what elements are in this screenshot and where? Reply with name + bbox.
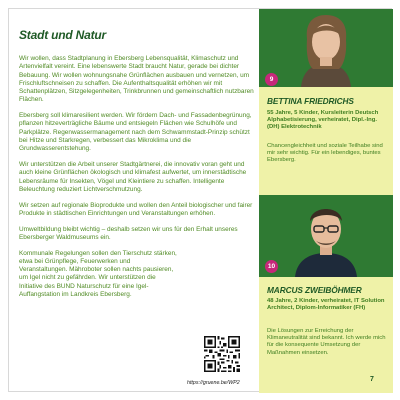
candidate-statement: Chancengleichheit und soziale Teilhabe sind mir sehr wichtig. Für ein lebendiges, buntes Ebersberg. [267,143,383,164]
candidate-photo-marcus-zweiboehmer [259,195,393,277]
qr-code-block[interactable] [187,336,247,389]
portrait-man-icon [259,195,393,277]
portrait-woman-icon [259,9,393,87]
page-number: 7 [370,376,374,383]
paragraph-urban-planning: Wir wollen, dass Stadtplanung in Ebersberg Lebensqualität, Klimaschutz und Artenvielfalt vereint. Eine lebenswerte Stadt braucht Natur, gerade bei dichter Bebauung. Wir wollen wohnungsnahe Grünflächen ausbauen und vernetzen, um Frischluftschneisen zu schaffen. Die Aufenthaltsqualität erhöhen wir mit Schattenplätzen, Sitzgelegenheiten, Trinkbrunnen und gemeinschaftlich nutzbaren Flächen. [19,55,254,104]
section-title: Stadt und Natur [19,28,106,42]
candidate-number-badge: 10 [265,260,278,273]
candidate-bio: 55 Jahre, 5 Kinder, Kursleiterin Deutsch Alphabetisierung, verheiratet, Dipl.-Ing. (DH) Elektrotechnik [267,110,379,131]
paragraph-city-gardening: Wir unterstützen die Arbeit unserer Stadtgärtnerei, die innovativ voran geht und auch kleine Grünflächen ökologisch und klimafest aufwertet, um innerstädtische Lebensräume für Insekten, Vögel und Kleintiere zu schaffen. Intelligente Beleuchtung reduziert Lichtverschmutzung. [19,161,247,193]
qr-code-url[interactable]: https://gruene.be/WP2 [187,380,240,386]
brochure-page [8,8,392,392]
paragraph-environmental-education: Umweltbildung bleibt wichtig – deshalb setzen wir uns für den Erhalt unseres Ebersberger Waldmuseums ein. [19,225,238,241]
paragraph-climate-resilience: Ebersberg soll klimaresilient werden. Wir fördern Dach- und Fassadenbegrünung, pflanzen hitzeverträgliche Bäume und entsiegeln Flächen wie Schulhöfe und Parkplätze. Regenwassermanagement nach dem Schwammstadt-Prinzip schützt bei Hitze und Starkregen, verbessert das Mikroklima und die Grundwasserentstehung. [19,112,252,153]
main-column [17,17,259,393]
candidate-bio: 48 Jahre, 2 Kinder, verheiratet, IT Solution Architect, Diplom-Informatiker (FH) [267,298,385,312]
candidate-number-badge: 9 [265,73,278,86]
qr-code-icon[interactable] [204,336,240,372]
candidate-statement: Die Lösungen zur Erreichung der Klimaneutralität sind bekannt. Ich werde mich für die konsequente Umsetzung der Maßnahmen einsetzen. [267,328,386,356]
paragraph-organic-products: Wir setzen auf regionale Bioprodukte und wollen den Anteil biologischer und fairer Produkte in städtischen Einrichtungen und Veranstaltungen erhöhen. [19,201,253,217]
candidate-photo-bettina-friedrichs [259,9,393,87]
candidate-name: BETTINA FRIEDRICHS [267,96,354,106]
candidate-name: MARCUS ZWEIBÖHMER [267,285,362,295]
candidates-sidebar [259,9,393,393]
paragraph-animal-protection: Kommunale Regelungen sollen den Tierschutz stärken, etwa bei Grünpflege, Feuerwerken und Veranstaltungen. Mähroboter sollen nachts pausieren, um Igel nicht zu gefährden. Wir unterstützen die Initiative des BUND Naturschutz für eine Igel-Auffangstation im Landkreis Ebersberg. [19,249,177,299]
